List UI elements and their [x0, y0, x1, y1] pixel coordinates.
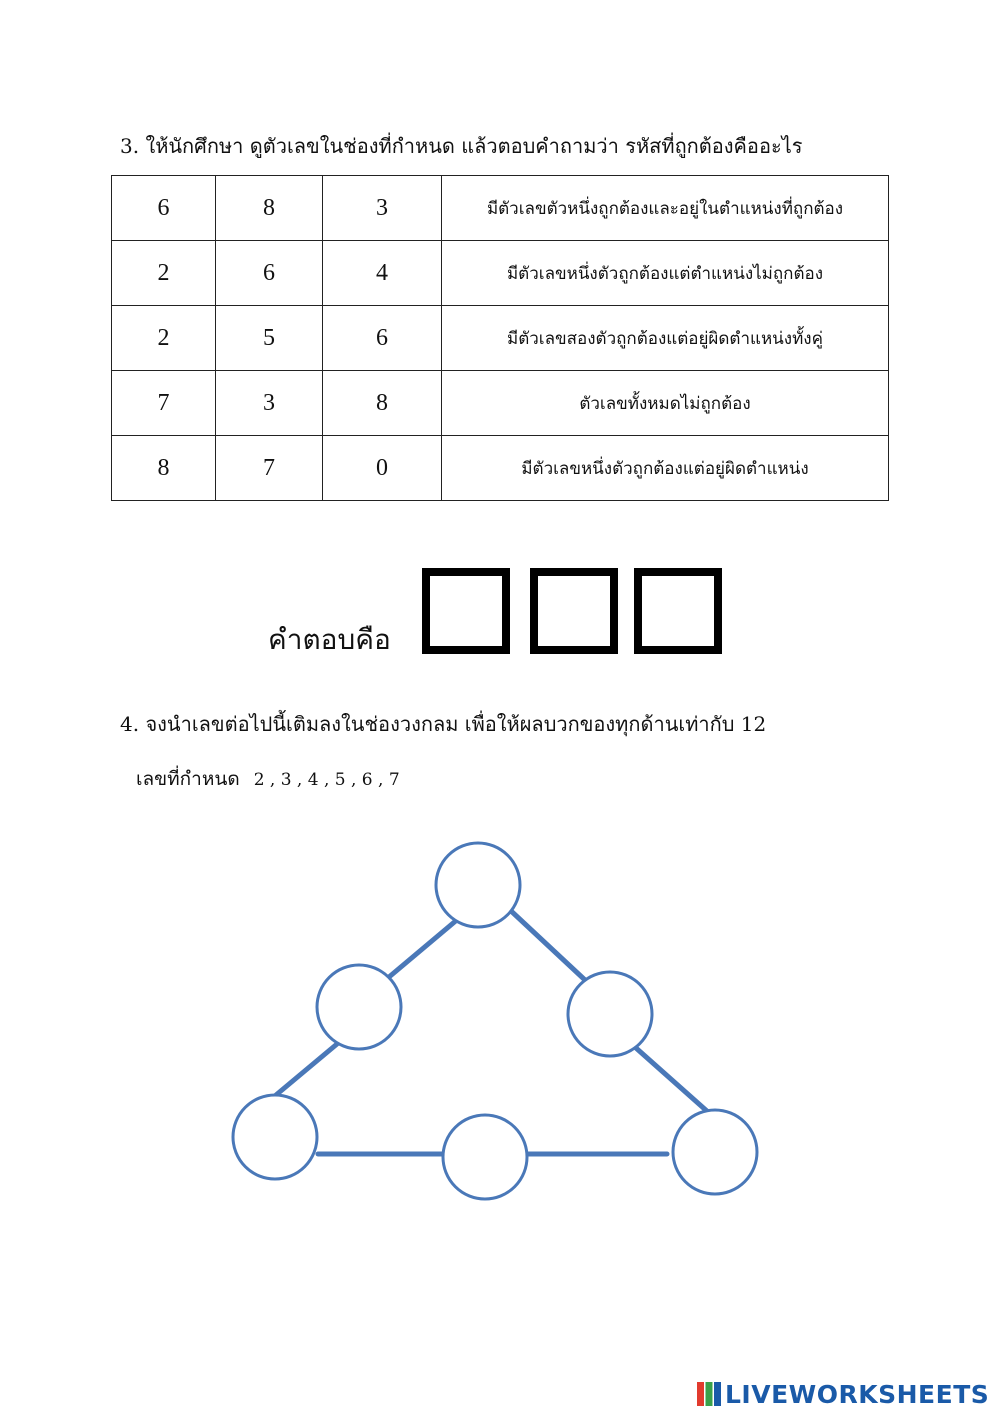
- digit-cell: 8: [216, 176, 323, 241]
- question-3-title: 3. ให้นักศึกษา ดูตัวเลขในช่องที่กำหนด แล้วตอบคำถามว่า รหัสที่ถูกต้องคืออะไร: [120, 134, 803, 158]
- digit-cell: 6: [112, 176, 216, 241]
- digit-cell: 2: [112, 241, 216, 306]
- hint-cell: มีตัวเลขตัวหนึ่งถูกต้องและอยู่ในตำแหน่งที่ถูกต้อง: [442, 176, 889, 241]
- digit-cell: 8: [323, 371, 442, 436]
- digit-cell: 0: [323, 436, 442, 501]
- hint-cell: มีตัวเลขหนึ่งตัวถูกต้องแต่ตำแหน่งไม่ถูกต้อง: [442, 241, 889, 306]
- edge-line: [636, 1048, 708, 1112]
- digit-cell: 3: [216, 371, 323, 436]
- digit-cell: 3: [323, 176, 442, 241]
- hint-cell: มีตัวเลขหนึ่งตัวถูกต้องแต่อยู่ผิดตำแหน่ง: [442, 436, 889, 501]
- circle-slot-right-middle[interactable]: [568, 972, 652, 1056]
- digit-cell: 7: [216, 436, 323, 501]
- given-label: เลขที่กำหนด: [136, 768, 240, 790]
- digit-cell: 8: [112, 436, 216, 501]
- circle-slot-bottom-left[interactable]: [233, 1095, 317, 1179]
- question-4-title: 4. จงนำเลขต่อไปนี้เติมลงในช่องวงกลม เพื่อให้ผลบวกของทุกด้านเท่ากับ 12: [120, 712, 767, 736]
- hint-cell: ตัวเลขทั้งหมดไม่ถูกต้อง: [442, 371, 889, 436]
- hint-cell: มีตัวเลขสองตัวถูกต้องแต่อยู่ผิดตำแหน่งทั้งคู่: [442, 306, 889, 371]
- given-numbers: 2 , 3 , 4 , 5 , 6 , 7: [253, 770, 400, 790]
- circle-slot-bottom-right[interactable]: [673, 1110, 757, 1194]
- liveworksheets-logo-text: LIVEWORKSHEETS: [725, 1379, 990, 1409]
- circle-slot-left-middle[interactable]: [317, 965, 401, 1049]
- answer-label: คำตอบคือ: [268, 623, 391, 656]
- digit-cell: 6: [216, 241, 323, 306]
- liveworksheets-logo: [697, 1378, 989, 1410]
- digit-cell: 7: [112, 371, 216, 436]
- edge-line: [389, 919, 458, 977]
- digit-cell: 5: [216, 306, 323, 371]
- digit-cell: 2: [112, 306, 216, 371]
- edge-line: [276, 1044, 337, 1095]
- liveworksheets-logo-icon: [697, 1382, 721, 1406]
- circle-slot-bottom-middle[interactable]: [443, 1115, 527, 1199]
- digit-cell: 4: [323, 241, 442, 306]
- digit-cell: 6: [323, 306, 442, 371]
- circle-slot-top[interactable]: [436, 843, 520, 927]
- edge-line: [510, 910, 585, 980]
